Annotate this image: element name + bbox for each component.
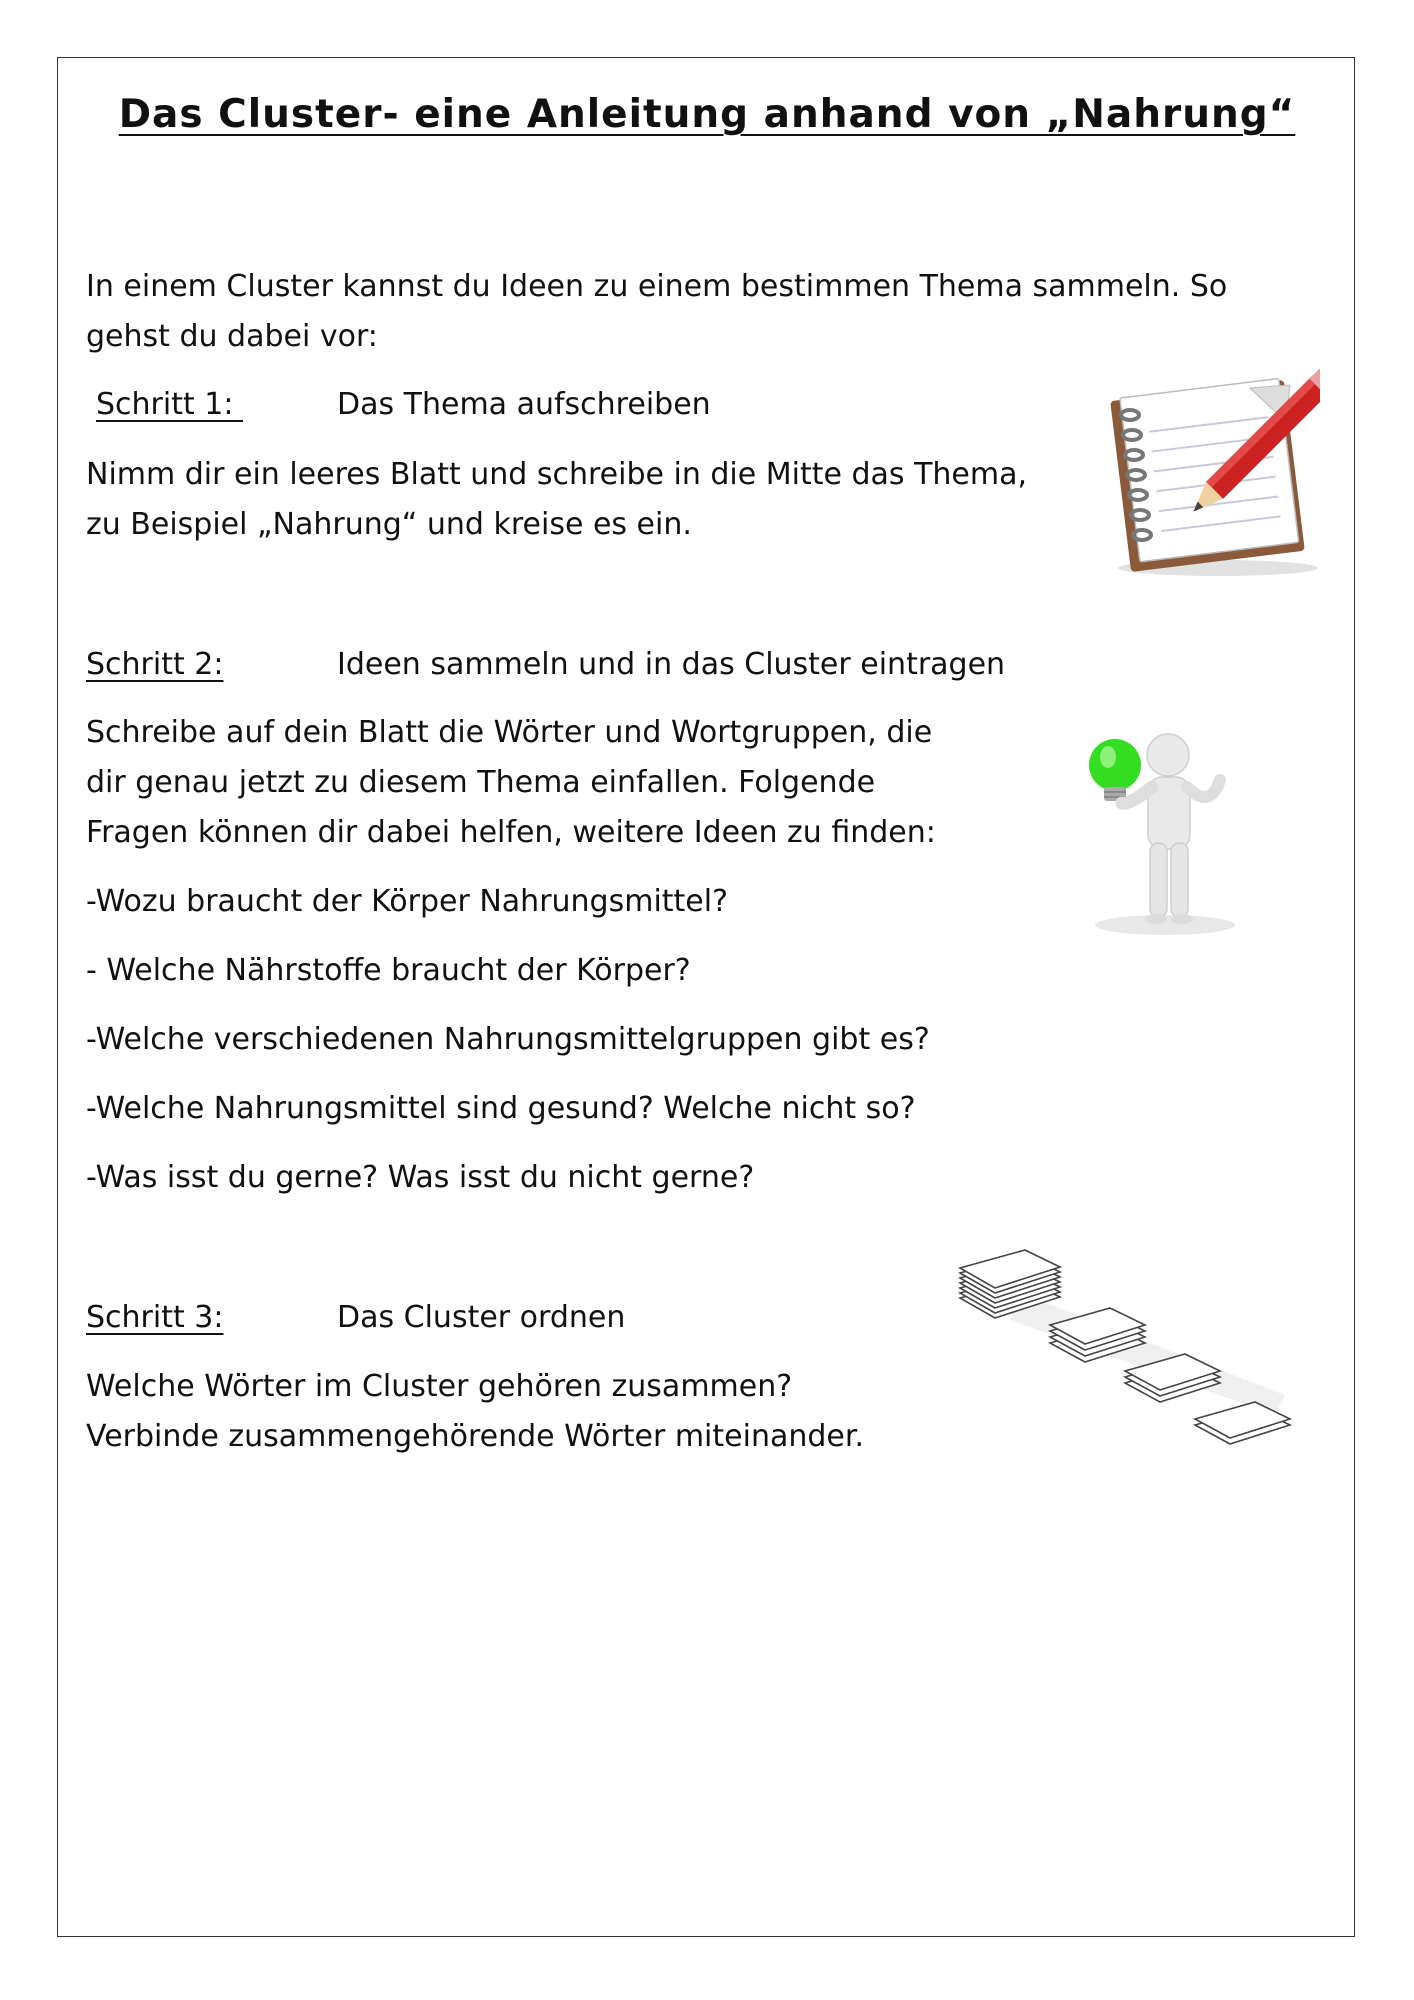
step-1-title: Das Thema aufschreiben — [337, 387, 711, 422]
figure-lightbulb-icon — [1070, 725, 1250, 940]
step-3-line-1: Welche Wörter im Cluster gehören zusammen? — [86, 1369, 793, 1404]
notepad-pencil-icon — [1100, 360, 1320, 580]
step-1-label: Schritt 1: — [96, 387, 244, 422]
question-5: -Was isst du gerne? Was isst du nicht gerne? — [86, 1160, 755, 1195]
page-title — [0, 92, 1414, 137]
intro-line-1: In einem Cluster kannst du Ideen zu einem bestimmen Thema sammeln. So — [86, 269, 1228, 304]
step-3-title: Das Cluster ordnen — [337, 1300, 626, 1335]
question-1: -Wozu braucht der Körper Nahrungsmittel? — [86, 884, 729, 919]
question-3: -Welche verschiedenen Nahrungsmittelgruppen gibt es? — [86, 1022, 930, 1057]
step-1-line-2: zu Beispiel „Nahrung“ und kreise es ein. — [86, 507, 692, 542]
page-title-text: Das Cluster- eine Anleitung anhand von „Nahrung“ — [118, 92, 1296, 137]
step-1-line-1: Nimm dir ein leeres Blatt und schreibe in die Mitte das Thema, — [86, 457, 1028, 492]
step-3-line-2: Verbinde zusammengehörende Wörter miteinander. — [86, 1419, 864, 1454]
intro-line-2: gehst du dabei vor: — [86, 319, 378, 354]
step-2-line-2: dir genau jetzt zu diesem Thema einfallen. Folgende — [86, 765, 876, 800]
step-2-title: Ideen sammeln und in das Cluster eintragen — [337, 647, 1006, 682]
paper-stacks-icon — [955, 1230, 1305, 1450]
step-2-label: Schritt 2: — [86, 647, 224, 682]
question-4: -Welche Nahrungsmittel sind gesund? Welche nicht so? — [86, 1091, 916, 1126]
step-3-label: Schritt 3: — [86, 1300, 224, 1335]
question-2: - Welche Nährstoffe braucht der Körper? — [86, 953, 691, 988]
step-2-line-1: Schreibe auf dein Blatt die Wörter und Wortgruppen, die — [86, 715, 933, 750]
step-2-line-3: Fragen können dir dabei helfen, weitere Ideen zu finden: — [86, 815, 936, 850]
